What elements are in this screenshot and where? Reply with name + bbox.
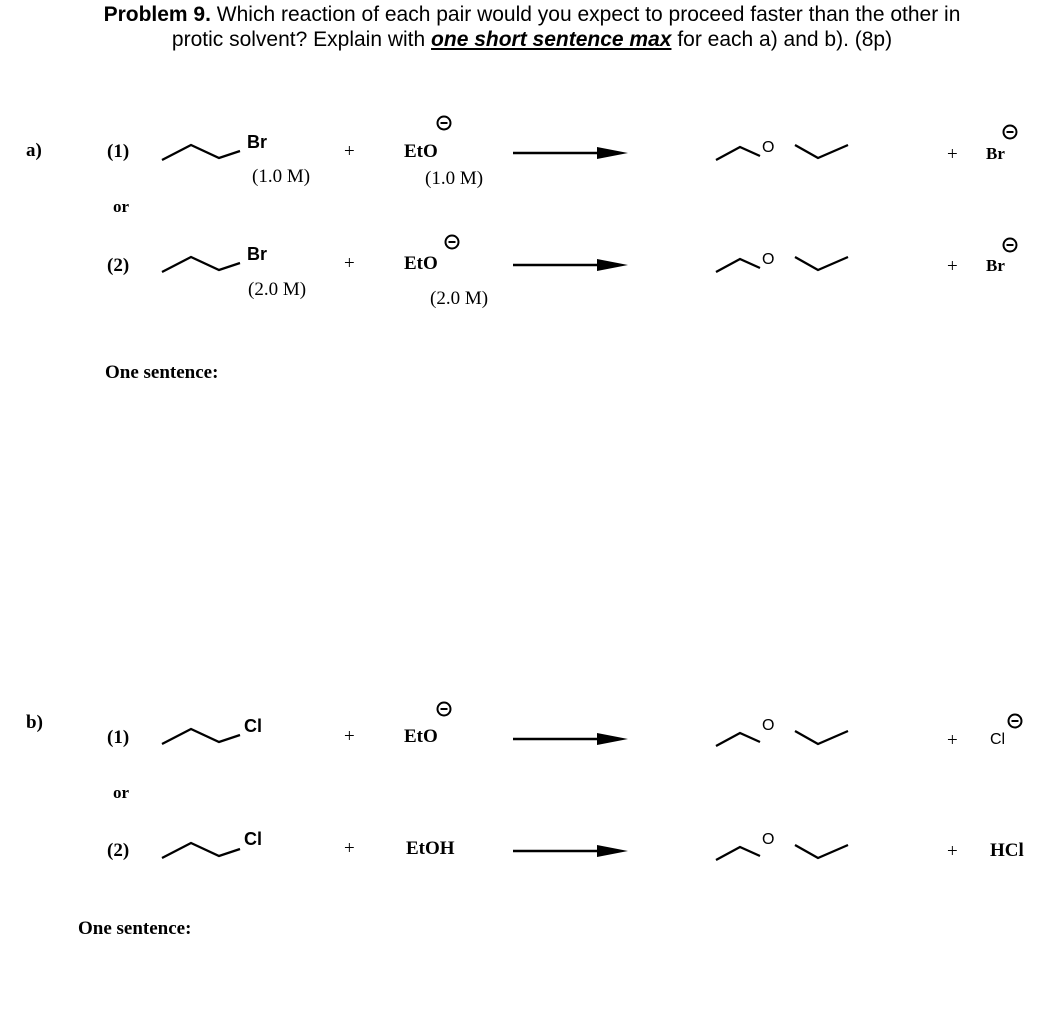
a1-ether-oxygen: O [762, 139, 775, 156]
question-text-2: protic solvent? Explain with [171, 28, 426, 51]
b1-plus-2: + [947, 730, 958, 751]
a2-nucleophile: EtO [404, 253, 438, 274]
a1-nucleophile: EtO [404, 141, 438, 162]
a-sentence-prompt: One sentence: [105, 362, 219, 383]
a2-substrate-conc: (2.0 M) [248, 279, 307, 300]
b1-leaving-group: Cl [244, 716, 262, 736]
a1-leaving-group: Br [247, 132, 268, 152]
question-text-1: Which reaction of each pair would you expect to proceed faster than the other in [216, 3, 961, 26]
a1-bromide-charge-icon [1004, 126, 1017, 139]
b2-plus-2: + [947, 841, 958, 862]
b2-leaving-group: Cl [244, 829, 262, 849]
a1-number: (1) [107, 141, 130, 162]
b1-chloride-charge-icon [1009, 715, 1022, 728]
a2-plus-2: + [947, 256, 958, 277]
b1-substrate-chain [162, 729, 240, 744]
problem-label: Problem 9. [103, 3, 211, 26]
a1-plus-2: + [947, 144, 958, 165]
b1-byproduct: Cl [990, 731, 1006, 748]
a1-reaction-arrow-icon [513, 147, 628, 159]
a2-ether-oxygen: O [762, 251, 775, 268]
b1-nucleophile-charge-icon [438, 703, 451, 716]
a1-ether-product [716, 145, 848, 160]
a2-bromide-charge-icon [1004, 239, 1017, 252]
b1-plus-1: + [344, 726, 355, 747]
b1-reaction-arrow-icon [513, 733, 628, 745]
part-a-label: a) [26, 140, 42, 161]
a1-substrate-chain [162, 145, 240, 160]
b-or-text: or [113, 783, 130, 802]
part-b-label: b) [26, 712, 43, 733]
b2-ether-oxygen: O [762, 831, 775, 848]
a2-number: (2) [107, 255, 130, 276]
a1-nucleophile-conc: (1.0 M) [425, 168, 484, 189]
a1-byproduct: Br [986, 144, 1005, 163]
a-or-text: or [113, 197, 130, 216]
b1-ether-product [716, 731, 848, 746]
a1-substrate-conc: (1.0 M) [252, 166, 311, 187]
a2-nucleophile-conc: (2.0 M) [430, 288, 489, 309]
question-text-3: for each a) and b). (8p) [677, 28, 893, 51]
b2-plus-1: + [344, 838, 355, 859]
b2-number: (2) [107, 840, 130, 861]
a1-nucleophile-charge-icon [438, 117, 451, 130]
b-sentence-prompt: One sentence: [78, 918, 192, 939]
b1-nucleophile: EtO [404, 726, 438, 747]
b1-number: (1) [107, 727, 130, 748]
b1-ether-oxygen: O [762, 717, 775, 734]
emphasis-text: one short sentence max [431, 28, 672, 51]
a2-substrate-chain [162, 257, 240, 272]
a2-byproduct: Br [986, 256, 1005, 275]
a2-nucleophile-charge-icon [446, 236, 459, 249]
a2-leaving-group: Br [247, 244, 268, 264]
a2-plus-1: + [344, 253, 355, 274]
a1-plus-1: + [344, 141, 355, 162]
b2-byproduct: HCl [990, 840, 1024, 861]
b2-nucleophile: EtOH [406, 838, 455, 859]
b2-reaction-arrow-icon [513, 845, 628, 857]
a2-reaction-arrow-icon [513, 259, 628, 271]
b2-substrate-chain [162, 843, 240, 858]
b2-ether-product [716, 845, 848, 860]
a2-ether-product [716, 257, 848, 272]
